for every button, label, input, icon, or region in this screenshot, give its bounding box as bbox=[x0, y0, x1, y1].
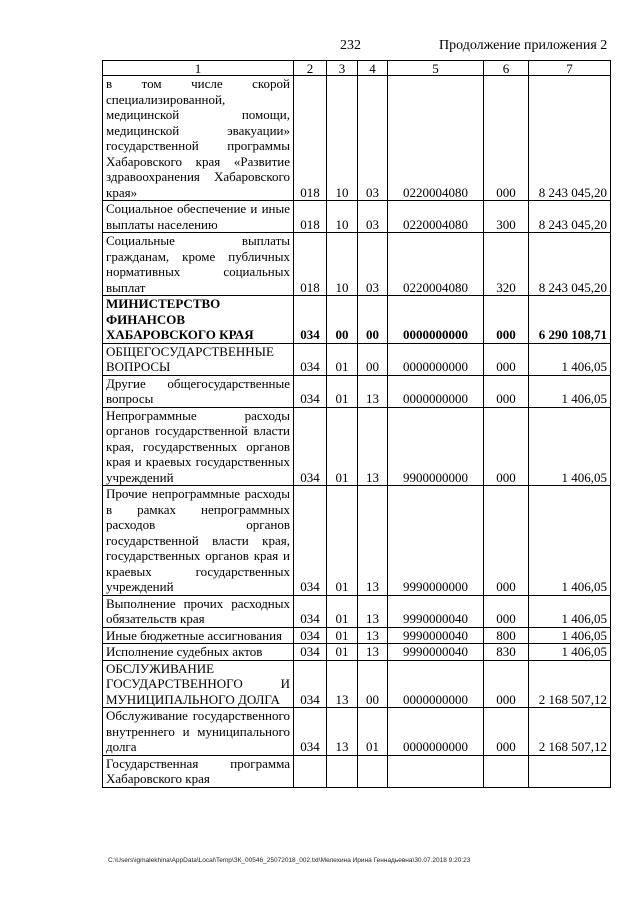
column-header: 1 bbox=[103, 61, 294, 76]
row-cell-c3: 10 bbox=[327, 76, 358, 201]
row-cell-c4: 03 bbox=[358, 201, 388, 233]
row-cell-c2: 018 bbox=[294, 76, 327, 201]
row-cell-c4: 00 bbox=[358, 296, 388, 344]
row-cell-c6: 000 bbox=[484, 708, 529, 756]
row-cell-c3: 01 bbox=[327, 595, 358, 627]
row-cell-c3: 01 bbox=[327, 375, 358, 407]
row-cell-c7: 1 406,05 bbox=[529, 486, 611, 596]
row-cell-c7: 1 406,05 bbox=[529, 375, 611, 407]
row-cell-c6: 800 bbox=[484, 627, 529, 644]
row-cell-c2: 034 bbox=[294, 343, 327, 375]
row-cell-c2: 034 bbox=[294, 644, 327, 661]
row-cell-c6: 000 bbox=[484, 407, 529, 486]
row-cell-c5: 0000000000 bbox=[388, 660, 484, 708]
row-description: Другие общегосударственные вопросы bbox=[103, 375, 294, 407]
row-description: ОБЩЕГОСУДАРСТВЕННЫЕ ВОПРОСЫ bbox=[103, 343, 294, 375]
row-cell-c2: 034 bbox=[294, 296, 327, 344]
page-number: 232 bbox=[340, 38, 361, 53]
row-cell-c2: 034 bbox=[294, 708, 327, 756]
row-cell-c2: 034 bbox=[294, 660, 327, 708]
row-cell-c4 bbox=[358, 755, 388, 787]
row-description: Прочие непрограммные расходы в рамках непрограммных расходов органов государственной власти края, государственных органов края и краевых государственных учреждений bbox=[103, 486, 294, 596]
row-cell-c5: 9990000040 bbox=[388, 595, 484, 627]
table-row bbox=[103, 76, 611, 201]
row-cell-c3: 01 bbox=[327, 407, 358, 486]
row-cell-c3: 10 bbox=[327, 201, 358, 233]
row-cell-c4: 13 bbox=[358, 627, 388, 644]
row-cell-c5: 9990000040 bbox=[388, 627, 484, 644]
row-cell-c5: 9990000040 bbox=[388, 644, 484, 661]
row-cell-c3: 01 bbox=[327, 343, 358, 375]
row-cell-c4: 00 bbox=[358, 660, 388, 708]
row-cell-c5: 0000000000 bbox=[388, 296, 484, 344]
table-row bbox=[103, 644, 611, 661]
table-row bbox=[103, 755, 611, 787]
row-cell-c5: 9990000000 bbox=[388, 486, 484, 596]
row-cell-c2: 018 bbox=[294, 233, 327, 296]
row-cell-c6: 000 bbox=[484, 660, 529, 708]
table-row bbox=[103, 233, 611, 296]
table-row bbox=[103, 660, 611, 708]
row-description: Социальные выплаты гражданам, кроме публичных нормативных социальных выплат bbox=[103, 233, 294, 296]
row-description: ОБСЛУЖИВАНИЕ ГОСУДАРСТВЕННОГО И МУНИЦИПАЛЬНОГО ДОЛГА bbox=[103, 660, 294, 708]
row-cell-c5: 0000000000 bbox=[388, 375, 484, 407]
row-cell-c5: 0000000000 bbox=[388, 343, 484, 375]
row-cell-c4: 13 bbox=[358, 486, 388, 596]
row-cell-c2: 034 bbox=[294, 627, 327, 644]
file-path-footer: C:\Users\igmalekhina\AppData\Local\Temp\ЗК_00546_25072018_002.txt\Мелехина Ирина Геннадьевна\30.07.2018 9:20:23 bbox=[108, 857, 471, 864]
row-cell-c4: 13 bbox=[358, 375, 388, 407]
row-cell-c6: 000 bbox=[484, 375, 529, 407]
row-cell-c4: 01 bbox=[358, 708, 388, 756]
row-description: Исполнение судебных актов bbox=[103, 644, 294, 661]
table-row bbox=[103, 627, 611, 644]
row-cell-c6 bbox=[484, 755, 529, 787]
row-cell-c4: 03 bbox=[358, 233, 388, 296]
column-header: 2 bbox=[294, 61, 327, 76]
column-header: 4 bbox=[358, 61, 388, 76]
row-cell-c7: 8 243 045,20 bbox=[529, 201, 611, 233]
table-row bbox=[103, 486, 611, 596]
column-header: 6 bbox=[484, 61, 529, 76]
row-cell-c3 bbox=[327, 755, 358, 787]
row-cell-c6: 000 bbox=[484, 296, 529, 344]
table-row bbox=[103, 343, 611, 375]
column-header: 7 bbox=[529, 61, 611, 76]
row-cell-c2: 034 bbox=[294, 595, 327, 627]
row-cell-c4: 13 bbox=[358, 407, 388, 486]
column-header: 3 bbox=[327, 61, 358, 76]
appendix-continuation-label: Продолжение приложения 2 bbox=[439, 38, 608, 53]
row-cell-c7: 1 406,05 bbox=[529, 343, 611, 375]
row-description: Выполнение прочих расходных обязательств края bbox=[103, 595, 294, 627]
row-cell-c2: 034 bbox=[294, 407, 327, 486]
row-cell-c7: 1 406,05 bbox=[529, 627, 611, 644]
row-cell-c5: 0000000000 bbox=[388, 708, 484, 756]
row-cell-c5: 0220004080 bbox=[388, 76, 484, 201]
row-cell-c5: 0220004080 bbox=[388, 201, 484, 233]
table-header-row bbox=[103, 61, 611, 76]
table-row bbox=[103, 201, 611, 233]
row-cell-c5: 0220004080 bbox=[388, 233, 484, 296]
row-cell-c5 bbox=[388, 755, 484, 787]
table-row bbox=[103, 595, 611, 627]
row-cell-c6: 830 bbox=[484, 644, 529, 661]
row-cell-c3: 13 bbox=[327, 708, 358, 756]
row-cell-c2: 034 bbox=[294, 486, 327, 596]
row-cell-c7: 1 406,05 bbox=[529, 407, 611, 486]
table-row bbox=[103, 375, 611, 407]
row-cell-c6: 300 bbox=[484, 201, 529, 233]
row-cell-c2 bbox=[294, 755, 327, 787]
row-cell-c2: 034 bbox=[294, 375, 327, 407]
row-cell-c7: 1 406,05 bbox=[529, 595, 611, 627]
row-description: в том числе скорой специализированной, медицинской помощи, медицинской эвакуации» государственной программы Хабаровского края «Развитие здравоохранения Хабаровского края» bbox=[103, 76, 294, 201]
table-row bbox=[103, 296, 611, 344]
row-cell-c3: 01 bbox=[327, 486, 358, 596]
row-cell-c4: 03 bbox=[358, 76, 388, 201]
table-row bbox=[103, 708, 611, 756]
row-cell-c2: 018 bbox=[294, 201, 327, 233]
row-cell-c3: 00 bbox=[327, 296, 358, 344]
column-header: 5 bbox=[388, 61, 484, 76]
row-description: Обслуживание государственного внутреннего и муниципального долга bbox=[103, 708, 294, 756]
row-description: Социальное обеспечение и иные выплаты населению bbox=[103, 201, 294, 233]
row-cell-c3: 01 bbox=[327, 644, 358, 661]
row-cell-c4: 13 bbox=[358, 644, 388, 661]
row-cell-c4: 00 bbox=[358, 343, 388, 375]
row-cell-c6: 000 bbox=[484, 486, 529, 596]
row-cell-c3: 10 bbox=[327, 233, 358, 296]
row-cell-c3: 01 bbox=[327, 627, 358, 644]
row-description: МИНИСТЕРСТВО ФИНАНСОВ ХАБАРОВСКОГО КРАЯ bbox=[103, 296, 294, 344]
row-description: Иные бюджетные ассигнования bbox=[103, 627, 294, 644]
row-cell-c7: 2 168 507,12 bbox=[529, 708, 611, 756]
row-cell-c7: 1 406,05 bbox=[529, 644, 611, 661]
row-cell-c7: 2 168 507,12 bbox=[529, 660, 611, 708]
row-cell-c7 bbox=[529, 755, 611, 787]
row-cell-c7: 6 290 108,71 bbox=[529, 296, 611, 344]
row-cell-c6: 000 bbox=[484, 343, 529, 375]
table-row bbox=[103, 407, 611, 486]
row-cell-c6: 000 bbox=[484, 595, 529, 627]
row-cell-c6: 320 bbox=[484, 233, 529, 296]
row-cell-c6: 000 bbox=[484, 76, 529, 201]
row-cell-c7: 8 243 045,20 bbox=[529, 233, 611, 296]
row-cell-c4: 13 bbox=[358, 595, 388, 627]
budget-table bbox=[102, 60, 611, 788]
row-cell-c5: 9900000000 bbox=[388, 407, 484, 486]
row-cell-c7: 8 243 045,20 bbox=[529, 76, 611, 201]
row-cell-c3: 13 bbox=[327, 660, 358, 708]
row-description: Непрограммные расходы органов государственной власти края, государственных органов края и краевых государственных учреждений bbox=[103, 407, 294, 486]
row-description: Государственная программа Хабаровского края bbox=[103, 755, 294, 787]
